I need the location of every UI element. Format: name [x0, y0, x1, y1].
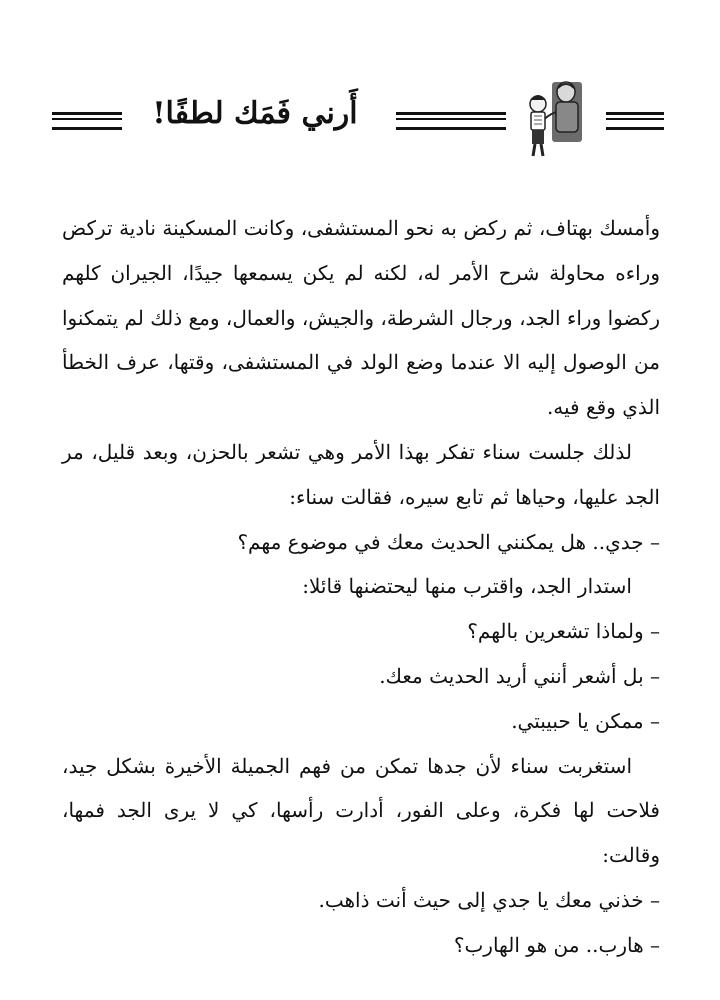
dialogue-line: – ممكن يا حبيبتي.: [511, 708, 660, 733]
grandfather-boy-illustration: [516, 78, 586, 158]
paragraph: استدار الجد، واقترب منها ليحتضنها قائلا:: [302, 574, 632, 599]
header-rule-middle: [396, 112, 506, 130]
paragraph: لذلك جلست سناء تفكر بهذا الأمر وهي تشعر بالحزن، وبعد قليل، مر الجد عليها، وحياها ثم تابع سيره، فقالت سناء:: [62, 439, 660, 509]
header-rule-left: [52, 112, 122, 130]
story-text: [62, 206, 660, 968]
header-rule-right: [606, 112, 664, 130]
dialogue-line: – جدي.. هل يمكنني الحديث معك في موضوع مهم؟: [237, 529, 660, 554]
paragraph: استغربت سناء لأن جدها تمكن من فهم الجميلة الأخيرة بشكل جيد، فلاحت لها فكرة، وعلى الفور، أدارت رأسها، كي لا يرى الجد فمها، وقالت:: [62, 753, 660, 868]
dialogue-line: – هارب.. من هو الهارب؟: [453, 932, 660, 957]
dialogue-line: – ولماذا تشعرين بالهم؟: [467, 619, 660, 644]
paragraph: وأمسك بهتاف، ثم ركض به نحو المستشفى، وكانت المسكينة نادية تركض وراءه محاولة شرح الأمر له، لكنه لم يكن يسمعها جيدًا، الجيران كلهم ركضوا وراء الجد، ورجال الشرطة، والجيش، والعمال، ومع ذلك لم يتمكنوا من الوصول إليه الا عندما وضع الولد في المستشفى، وقتها، عرف الخطأ الذي وقع فيه.: [62, 216, 660, 420]
chapter-header: [52, 78, 664, 158]
dialogue-line: – بل أشعر أنني أريد الحديث معك.: [379, 663, 660, 688]
chapter-title: أَرني فَمَك لطفًا!: [152, 96, 358, 131]
dialogue-line: – خذني معك يا جدي إلى حيث أنت ذاهب.: [318, 887, 660, 912]
